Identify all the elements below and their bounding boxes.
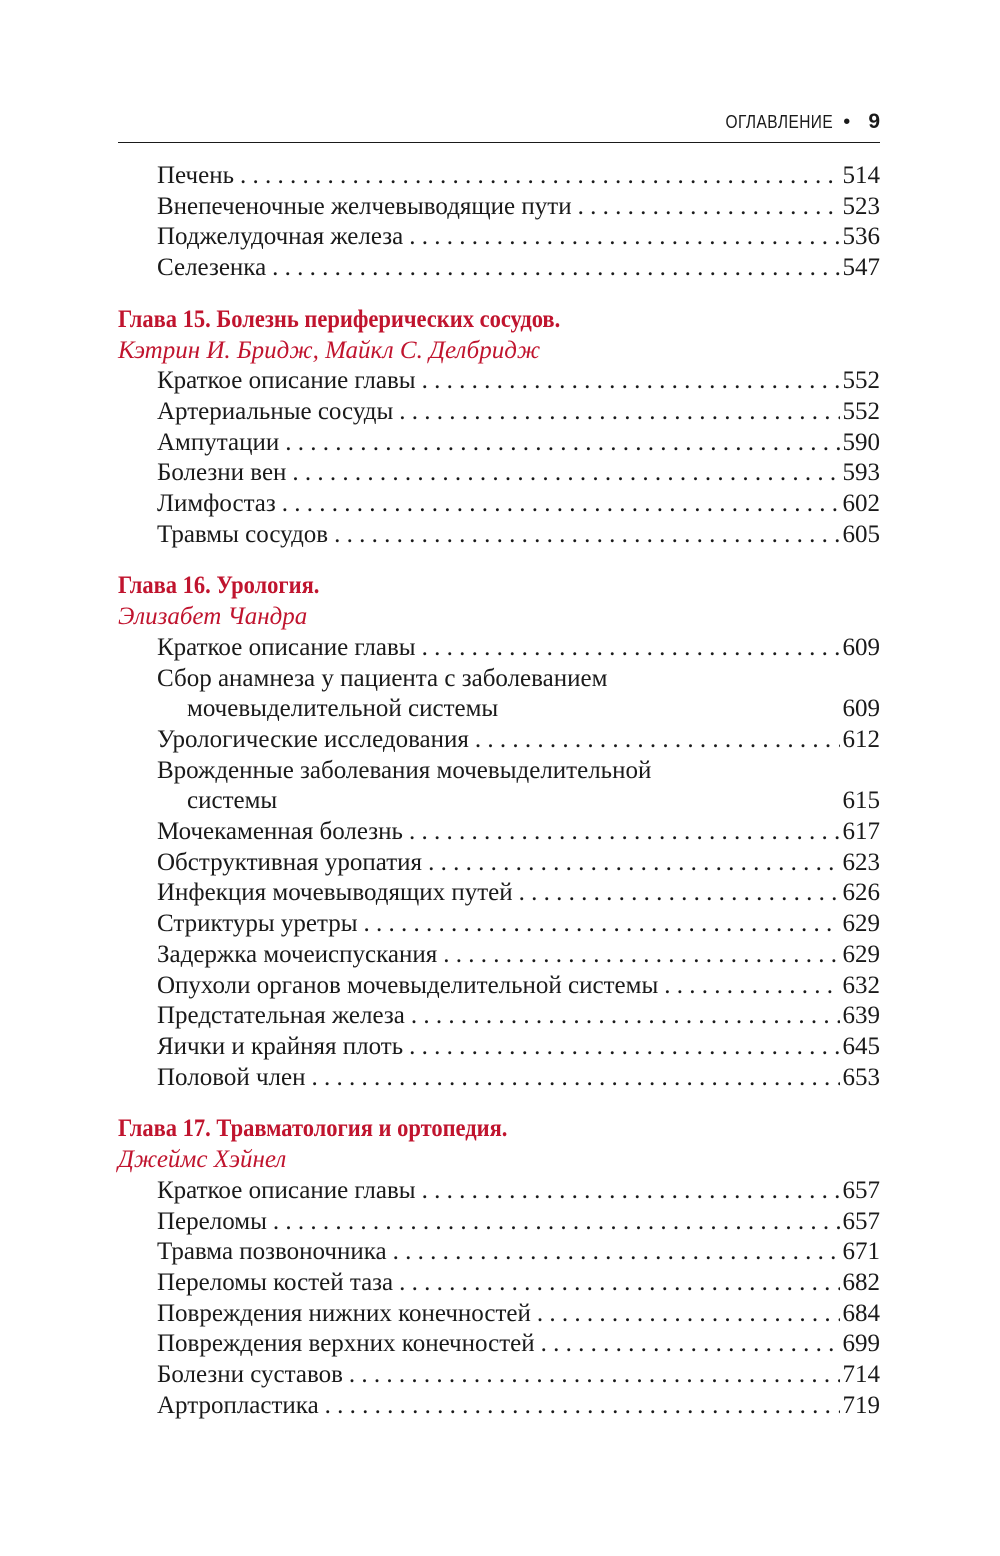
table-of-contents [118,161,880,1421]
chapter-title: Глава 16. Урология. [118,572,320,600]
dot-leader [443,940,839,971]
toc-entry-title: Селезенка [157,254,267,282]
toc-entry-page: 653 [842,1063,880,1091]
toc-entry-page: 612 [842,725,880,753]
toc-entry-title: Болезни вен [157,459,287,487]
toc-entry-page: 657 [842,1176,880,1204]
toc-entry-title: Предстательная железа [157,1002,405,1030]
toc-entry [118,1391,880,1422]
toc-entry-page: 632 [842,971,880,999]
dot-leader [537,1299,840,1330]
toc-entry-page: 629 [842,910,880,938]
chapter-authors: Джеймс Хэйнел [118,1146,287,1174]
toc-entry-page: 593 [842,459,880,487]
toc-entry-page: 684 [842,1299,880,1327]
dot-leader [282,489,840,520]
toc-entry-page: 626 [842,879,880,907]
toc-entry-page: 602 [842,490,880,518]
toc-entry-page: 605 [842,520,880,548]
toc-entry [118,458,880,489]
dot-leader [519,878,840,909]
dot-leader [411,1001,840,1032]
toc-entry-title: Обструктивная уропатия [157,848,423,876]
toc-entry-page: 714 [842,1361,880,1389]
toc-entry [118,878,880,909]
dot-leader [409,222,839,253]
toc-entry-continuation: системы [187,787,278,815]
toc-entry-page: 645 [842,1032,880,1060]
toc-entry-page: 657 [842,1207,880,1235]
toc-entry [118,1299,880,1330]
toc-entry-title: Внепеченочные желчевыводящие пути [157,192,572,220]
toc-entry [118,428,880,459]
toc-entry [118,1001,880,1032]
toc-entry-page: 671 [842,1238,880,1266]
running-head-title: ОГЛАВЛЕНИЕ [725,112,834,132]
toc-entry [118,397,880,428]
toc-entry-title: Ампутации [157,428,280,456]
toc-entry-title: Артериальные сосуды [157,397,394,425]
page-number: 9 [868,110,880,133]
toc-entry [118,1207,880,1238]
toc-entry-title: Поджелудочная железа [157,223,404,251]
toc-entry-page: 609 [842,695,880,723]
dot-leader [578,192,840,223]
chapter-section [118,305,880,551]
dot-leader [393,1237,840,1268]
toc-entry-page: 547 [842,254,880,282]
toc-entry-title: Краткое описание главы [157,367,416,395]
dot-leader [399,1268,839,1299]
toc-entry-page: 536 [842,223,880,251]
toc-entry-title: Задержка мочеиспускания [157,940,438,968]
dot-leader [664,971,839,1002]
toc-entry [118,756,880,817]
dot-leader [422,1176,840,1207]
toc-entry [118,222,880,253]
toc-entry [118,1032,880,1063]
toc-entry [118,971,880,1002]
chapter-title: Глава 15. Болезнь периферических сосудов. [118,305,561,333]
dot-leader [409,817,840,848]
toc-entry [118,725,880,756]
toc-entry-page: 639 [842,1002,880,1030]
toc-entry-title: Урологические исследования [157,725,469,753]
dot-leader [475,725,840,756]
toc-entry-continuation: мочевыделительной системы [187,695,499,723]
toc-entry-page: 609 [842,633,880,661]
toc-entry [118,520,880,551]
dot-leader [428,848,839,879]
toc-entry-title: Травма позвоночника [157,1238,387,1266]
dot-leader [349,1360,840,1391]
toc-entry-title: Стриктуры уретры [157,910,358,938]
toc-entry [118,633,880,664]
toc-entry-title: Сбор анамнеза у пациента с заболеванием [157,664,608,692]
chapter-authors: Кэтрин И. Бридж, Майкл С. Делбридж [118,336,541,364]
dot-leader [272,253,839,284]
toc-entry [118,817,880,848]
toc-entry [118,848,880,879]
toc-entry [118,192,880,223]
toc-entry-page: 699 [842,1330,880,1358]
chapter-authors: Элизабет Чандра [118,603,308,631]
dot-leader [273,1207,840,1238]
dot-leader [240,161,840,192]
toc-entry [118,940,880,971]
chapter-title: Глава 17. Травматология и ортопедия. [118,1115,508,1143]
toc-entry-title: Печень [157,162,234,189]
toc-entry-page: 682 [842,1268,880,1296]
toc-entry-page: 615 [842,787,880,815]
toc-entry-title: Инфекция мочевыводящих путей [157,879,513,907]
chapter-section [118,1114,880,1421]
dot-leader [312,1063,840,1094]
toc-entry-title: Яички и крайняя плоть [157,1032,404,1060]
toc-entry [118,489,880,520]
toc-entry [118,1237,880,1268]
toc-entry-page: 617 [842,818,880,846]
toc-entry-title: Мочекаменная болезнь [157,818,403,846]
dot-leader [364,909,840,940]
toc-entry-title: Болезни суставов [157,1361,343,1389]
toc-entry [118,1268,880,1299]
dot-leader [334,520,839,551]
toc-entry-title: Краткое описание главы [157,1176,416,1204]
toc-entry [118,1176,880,1207]
toc-entry [118,366,880,397]
dot-leader [285,428,839,459]
bullet-icon: • [843,111,851,133]
toc-entry-title: Переломы костей таза [157,1268,394,1296]
toc-entry [118,1360,880,1391]
toc-entry [118,1063,880,1094]
toc-entry [118,1329,880,1360]
toc-entry-title: Половой член [157,1063,306,1091]
dot-leader [399,397,839,428]
toc-entry [118,161,880,192]
chapter-section [118,571,880,1093]
toc-entry-title: Лимфостаз [157,490,276,518]
toc-entry-title: Переломы [157,1207,267,1235]
toc-entry-title: Краткое описание главы [157,633,416,661]
toc-entry-page: 514 [842,162,880,189]
dot-leader [422,633,840,664]
toc-entry-title: Повреждения верхних конечностей [157,1330,535,1358]
toc-entry-page: 552 [842,397,880,425]
dot-leader [409,1032,839,1063]
toc-entry-page: 523 [842,192,880,220]
dot-leader [325,1391,840,1422]
dot-leader [292,458,839,489]
toc-entry-title: Артропластика [157,1391,319,1419]
toc-entry-page: 590 [842,428,880,456]
toc-entry-page: 552 [842,367,880,395]
toc-entry-title: Опухоли органов мочевыделительной системы [157,971,659,999]
toc-entry [118,664,880,725]
toc-entry [118,253,880,284]
toc-entry-title: Врожденные заболевания мочевыделительной [157,756,652,784]
toc-entry-title: Повреждения нижних конечностей [157,1299,531,1327]
toc-entry-page: 623 [842,848,880,876]
toc-page [118,110,880,1421]
dot-leader [422,366,840,397]
toc-entry-page: 629 [842,940,880,968]
dot-leader [541,1329,840,1360]
running-head [118,110,880,143]
toc-entry-title: Травмы сосудов [157,520,329,548]
toc-entry-page: 719 [842,1391,880,1419]
toc-entry [118,909,880,940]
